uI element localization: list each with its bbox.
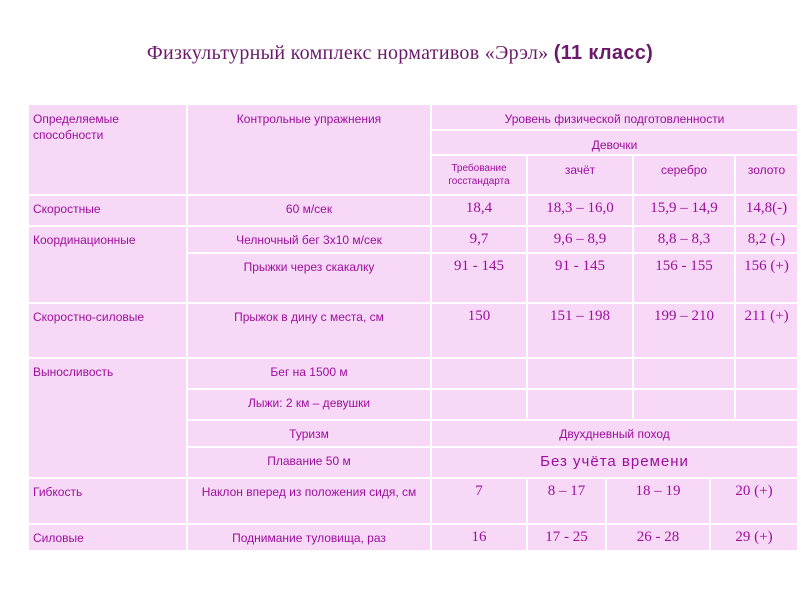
gold-cell: 14,8(-)	[735, 195, 798, 226]
exercise-cell: Наклон вперед из положения сидя, см	[187, 478, 431, 524]
pass-cell: 8 – 17	[527, 478, 606, 524]
merged-value-cell: Двухдневный поход	[431, 420, 798, 447]
header-level: Уровень физической подготовленности	[431, 104, 798, 130]
header-standard: Требование госстандарта	[431, 155, 527, 195]
header-gold: золото	[735, 155, 798, 195]
standards-table-container	[27, 103, 797, 552]
silver-cell: 8,8 – 8,3	[633, 226, 735, 253]
empty-cell	[527, 389, 633, 420]
silver-cell: 199 – 210	[633, 303, 735, 358]
ability-cell: Гибкость	[28, 478, 187, 524]
standard-cell: 150	[431, 303, 527, 358]
gold-cell: 156 (+)	[735, 253, 798, 303]
standard-cell: 18,4	[431, 195, 527, 226]
table-row	[28, 478, 798, 524]
empty-cell	[431, 389, 527, 420]
silver-cell: 26 - 28	[606, 524, 710, 551]
standards-table	[27, 103, 799, 552]
ability-cell: Силовые	[28, 524, 187, 551]
gold-cell: 8,2 (-)	[735, 226, 798, 253]
ability-cell: Координационные	[28, 226, 187, 303]
empty-cell	[633, 389, 735, 420]
silver-cell: 156 - 155	[633, 253, 735, 303]
standard-cell: 9,7	[431, 226, 527, 253]
gold-cell: 29 (+)	[710, 524, 798, 551]
standard-cell: 91 - 145	[431, 253, 527, 303]
ability-cell: Скоростные	[28, 195, 187, 226]
table-row	[28, 226, 798, 253]
empty-cell	[431, 358, 527, 389]
table-row	[28, 195, 798, 226]
exercise-cell: Лыжи: 2 км – девушки	[187, 389, 431, 420]
pass-cell: 151 – 198	[527, 303, 633, 358]
table-row	[28, 358, 798, 389]
exercise-cell: Челночный бег 3х10 м/сек	[187, 226, 431, 253]
pass-cell: 91 - 145	[527, 253, 633, 303]
silver-cell: 18 – 19	[606, 478, 710, 524]
header-girls: Девочки	[431, 130, 798, 155]
exercise-cell: 60 м/сек	[187, 195, 431, 226]
ability-cell: Выносливость	[28, 358, 187, 478]
header-abilities: Определяемые способности	[28, 104, 187, 195]
table-row	[28, 303, 798, 358]
merged-value-cell: Без учёта времени	[431, 447, 798, 478]
title-main: Физкультурный комплекс нормативов «Эрэл»	[146, 42, 554, 64]
table-row	[28, 524, 798, 551]
exercise-cell: Туризм	[187, 420, 431, 447]
exercise-cell: Бег на 1500 м	[187, 358, 431, 389]
exercise-cell: Прыжки через скакалку	[187, 253, 431, 303]
empty-cell	[527, 358, 633, 389]
gold-cell: 20 (+)	[710, 478, 798, 524]
empty-cell	[633, 358, 735, 389]
header-silver: серебро	[633, 155, 735, 195]
exercise-cell: Плавание 50 м	[187, 447, 431, 478]
exercise-cell: Прыжок в дину с места, см	[187, 303, 431, 358]
exercise-cell: Поднимание туловища, раз	[187, 524, 431, 551]
page-title	[0, 42, 800, 65]
empty-cell	[735, 389, 798, 420]
header-exercises: Контрольные упражнения	[187, 104, 431, 195]
standard-cell: 7	[431, 478, 527, 524]
ability-cell: Скоростно-силовые	[28, 303, 187, 358]
silver-cell: 15,9 – 14,9	[633, 195, 735, 226]
gold-cell: 211 (+)	[735, 303, 798, 358]
standard-cell: 16	[431, 524, 527, 551]
empty-cell	[735, 358, 798, 389]
pass-cell: 9,6 – 8,9	[527, 226, 633, 253]
pass-cell: 18,3 – 16,0	[527, 195, 633, 226]
pass-cell: 17 - 25	[527, 524, 606, 551]
title-grade: (11 класс)	[553, 42, 654, 64]
header-pass: зачёт	[527, 155, 633, 195]
